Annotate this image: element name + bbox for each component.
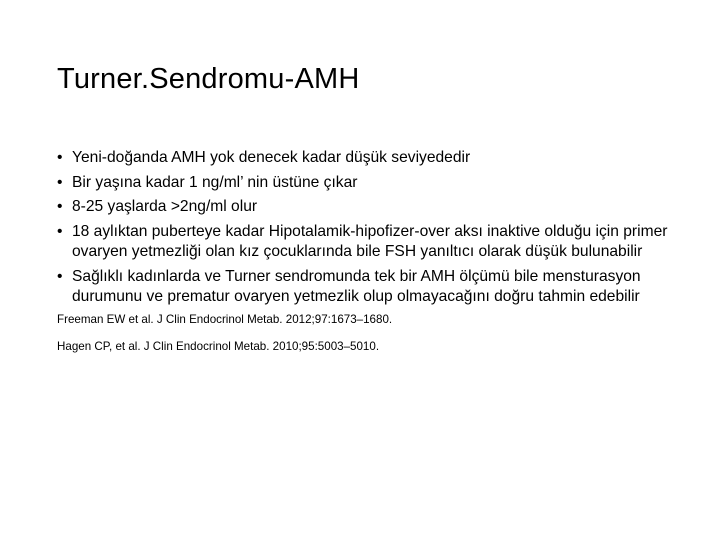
- references: [57, 312, 697, 354]
- bullet-dot: •: [57, 222, 63, 240]
- bullet-list: [57, 148, 697, 308]
- bullet-item: [57, 267, 697, 308]
- bullet-dot: •: [57, 149, 63, 166]
- bullet-dot: •: [57, 198, 63, 215]
- bullet-dot: •: [57, 267, 63, 285]
- bullet-item: [57, 197, 697, 218]
- bullet-text: Sağlıklı kadınlarda ve Turner sendromunda tek bir AMH ölçümü bile mensturasyon durumunu ve prematur ovaryen yetmezlik olup olmayacağını doğru tahmin edebilir: [72, 267, 641, 305]
- bullet-item: [57, 222, 697, 263]
- reference-1: Freeman EW et al. J Clin Endocrinol Metab. 2012;97:1673–1680.: [57, 312, 393, 326]
- bullet-text: 8-25 yaşlarda >2ng/ml olur: [72, 198, 258, 215]
- bullet-dot: •: [57, 173, 63, 191]
- bullet-item: [57, 148, 697, 169]
- bullet-text: Yeni-doğanda AMH yok denecek kadar düşük seviyededir: [72, 149, 471, 166]
- slide-body: [57, 148, 697, 366]
- reference-2: Hagen CP, et al. J Clin Endocrinol Metab. 2010;95:5003–5010.: [57, 339, 380, 353]
- bullet-text: 18 aylıktan puberteye kadar Hipotalamik-hipofizer-over aksı inaktive olduğu için primer ovaryen yetmezliği olan kız çocuklarında bile FSH yanıltıcı olarak düşük bulunabilir: [72, 222, 668, 260]
- slide-title: Turner.Sendromu-AMH: [57, 63, 360, 95]
- bullet-text: Bir yaşına kadar 1 ng/ml’ nin üstüne çıkar: [72, 173, 358, 191]
- bullet-item: [57, 173, 697, 194]
